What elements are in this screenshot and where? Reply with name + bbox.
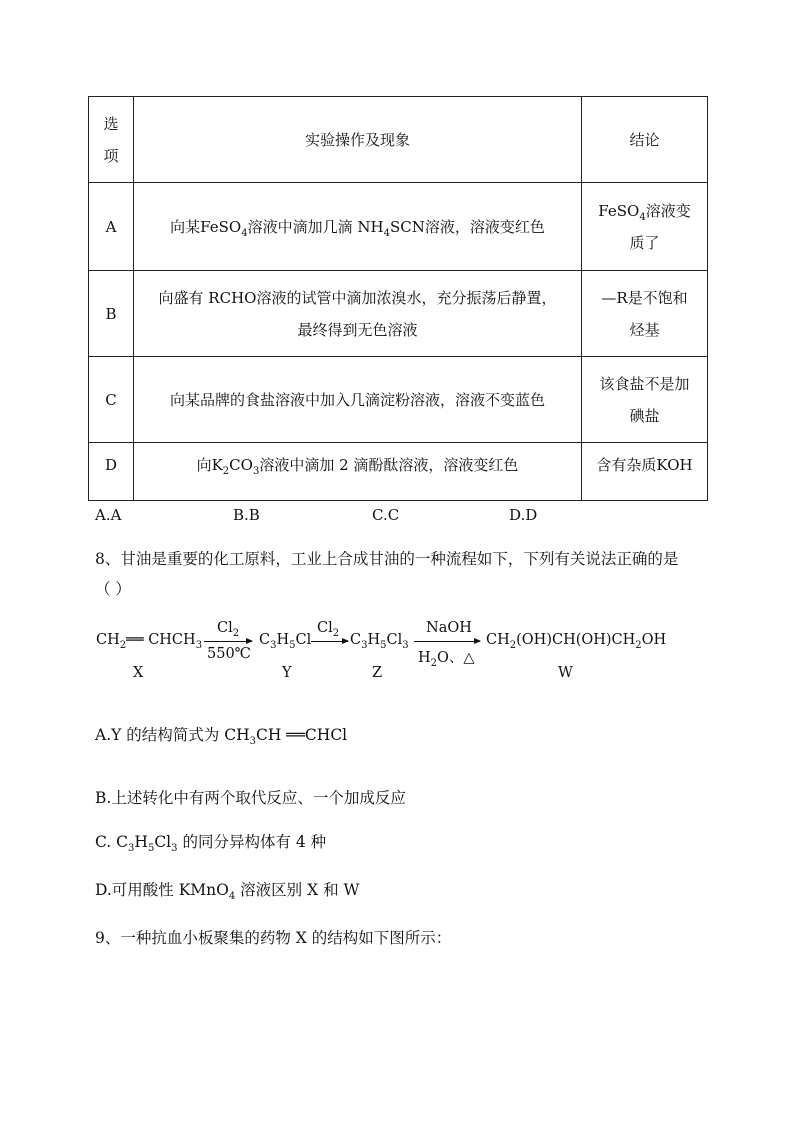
reagent-2-top: $Cl_2$ (317, 620, 340, 639)
experiment-table (88, 96, 708, 501)
header-conclusion: 结论 (582, 97, 708, 183)
reagent-3-top: NaOH (426, 620, 472, 636)
label-x: X (133, 665, 144, 681)
table-row (89, 443, 708, 501)
q8-option-a[interactable]: A.Y 的结构简式为 $CH_3CH$ ══CHCl (95, 726, 348, 748)
operation-cell: 向某FeSO$_4$溶液中滴加几滴 $NH_4SCN$溶液，溶液变红色 (134, 183, 582, 271)
table-header-row (89, 97, 708, 183)
q8-option-d[interactable]: D.可用酸性 KMnO$_4$ 溶液区别 X 和 W (95, 881, 360, 903)
label-w: W (558, 665, 573, 681)
q8-option-c[interactable]: C. $C_3H_5Cl_3$ 的同分异构体有 4 种 (95, 833, 327, 855)
compound-x-formula: $CH_2══$ $CHCH_3$ (96, 632, 203, 651)
choice-a[interactable]: A.A (95, 506, 122, 524)
header-operation: 实验操作及现象 (134, 97, 582, 183)
reaction-arrow-1 (204, 641, 252, 642)
q9-stem: 9、一种抗血小板聚集的药物 X 的结构如下图所示： (95, 929, 452, 947)
option-label: B (89, 271, 134, 357)
q8-stem-line1: 8、甘油是重要的化工原料，工业上合成甘油的一种流程如下，下列有关说法正确的是 (95, 550, 679, 568)
operation-cell: 向盛有 RCHO溶液的试管中滴加浓溴水，充分振荡后静置， 最终得到无色溶液 (134, 271, 582, 357)
compound-y-formula: $C_3H_5Cl$ (259, 632, 312, 651)
option-label: D (89, 443, 134, 501)
header-option: 选 项 (89, 97, 134, 183)
table-row (89, 271, 708, 357)
compound-w-formula: $CH_2(OH)CH(OH)CH_2OH$ (486, 632, 667, 651)
option-label: A (89, 183, 134, 271)
compound-z-formula: $C_3H_5Cl_3$ (350, 632, 409, 651)
conclusion-cell: —R是不饱和 烃基 (582, 271, 708, 357)
q8-stem-line2: （ ） (95, 580, 131, 598)
choice-d[interactable]: D.D (509, 506, 538, 524)
label-z: Z (372, 665, 383, 681)
operation-cell: 向某品牌的食盐溶液中加入几滴淀粉溶液，溶液不变蓝色 (134, 357, 582, 443)
reagent-3-bottom: $H_2O$、△ (418, 650, 475, 669)
reaction-arrow-3 (414, 641, 480, 642)
q7-choices (95, 506, 655, 526)
conclusion-cell: FeSO$_4$溶液变 质了 (582, 183, 708, 271)
table-row (89, 357, 708, 443)
reaction-arrow-2 (311, 641, 348, 642)
conclusion-cell: 含有杂质KOH (582, 443, 708, 501)
reagent-1-top: $Cl_2$ (217, 620, 240, 639)
table-row (89, 183, 708, 271)
label-y: Y (282, 665, 292, 681)
synthesis-scheme (96, 618, 696, 688)
option-label: C (89, 357, 134, 443)
choice-c[interactable]: C.C (372, 506, 400, 524)
conclusion-cell: 该食盐不是加 碘盐 (582, 357, 708, 443)
q8-option-b[interactable]: B.上述转化中有两个取代反应、一个加成反应 (95, 789, 406, 807)
reagent-1-bottom: 550℃ (207, 646, 251, 662)
operation-cell: 向$K_2CO_3$溶液中滴加 2 滴酚酞溶液，溶液变红色 (134, 443, 582, 501)
choice-b[interactable]: B.B (233, 506, 260, 524)
